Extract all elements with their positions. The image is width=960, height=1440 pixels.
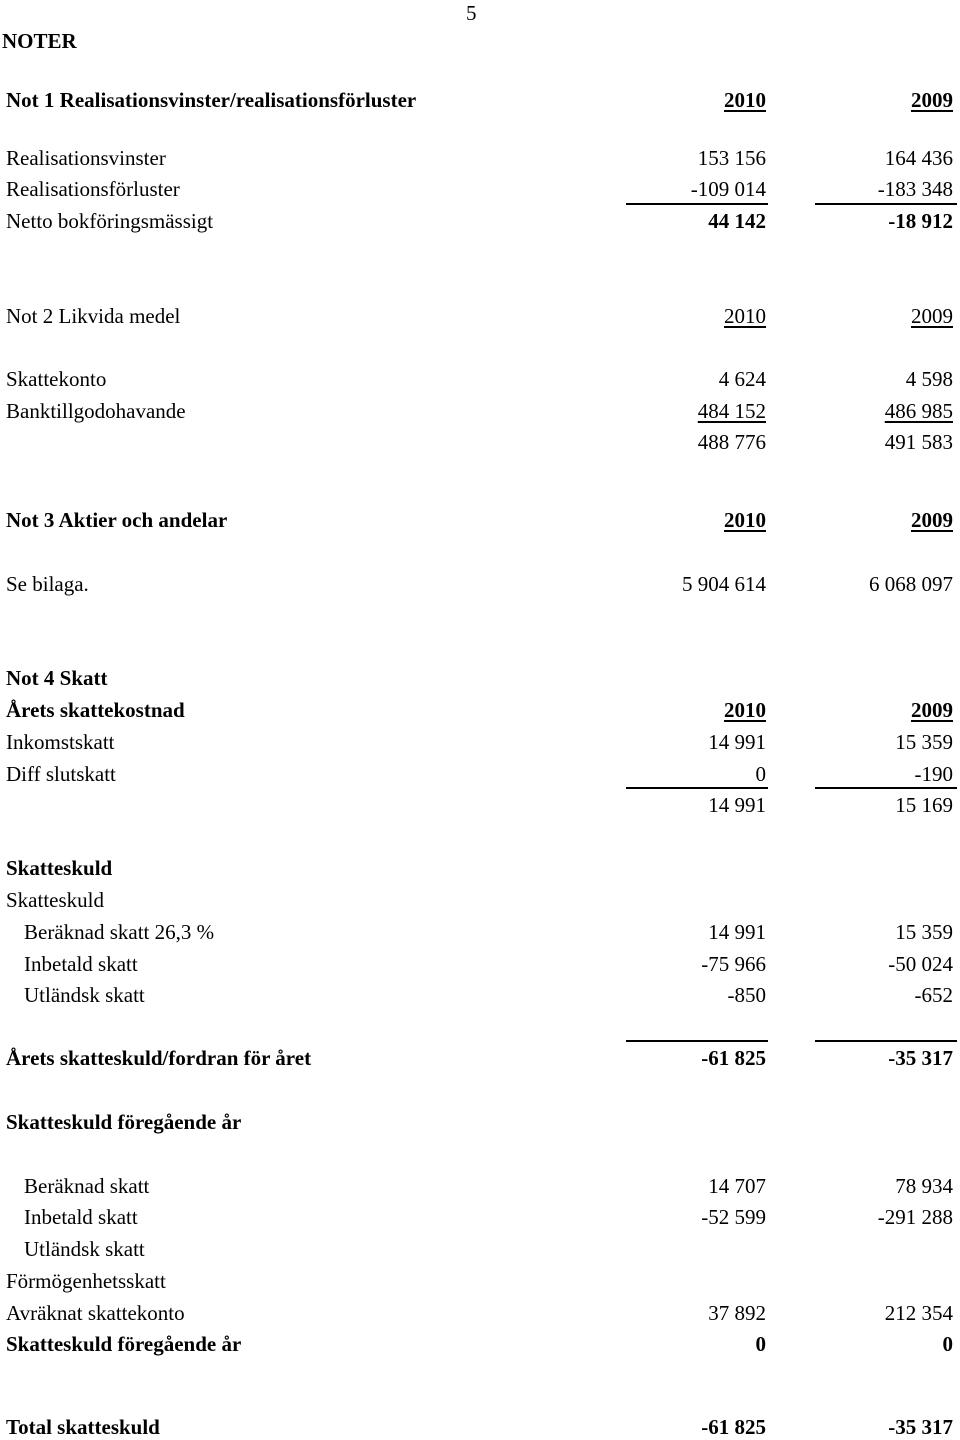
not1-row-value-2009: -183 348 xyxy=(877,177,953,201)
skatteskuld-heading: Skatteskuld xyxy=(6,856,113,880)
not2-row-label: Skattekonto xyxy=(6,367,107,391)
total-skatteskuld-label: Total skatteskuld xyxy=(6,1415,160,1439)
skatteskuld-row-value-2010: -75 966 xyxy=(701,952,766,976)
not4-row-value-2010: 14 991 xyxy=(708,730,766,754)
skatteskuld-row-value-2010: -850 xyxy=(727,983,766,1007)
not2-row-value-2010: 484 152 xyxy=(697,399,766,423)
foregaende-total-2009: 0 xyxy=(942,1332,953,1356)
not2-row-value-2010: 4 624 xyxy=(718,367,766,391)
sum-rule xyxy=(815,1040,957,1042)
not3-col-2010: 2010 xyxy=(724,508,766,532)
not4-row-value-2010: 0 xyxy=(755,762,766,786)
foregaende-row-value-2009: 78 934 xyxy=(895,1174,953,1198)
sum-rule xyxy=(626,203,768,205)
skatteskuld-row-value-2009: -50 024 xyxy=(888,952,953,976)
foregaende-total-2010: 0 xyxy=(755,1332,766,1356)
foregaende-row-label: Förmögenhetsskatt xyxy=(6,1269,166,1293)
foregaende-row-label: Utländsk skatt xyxy=(24,1237,145,1261)
skatteskuld-row-value-2009: -652 xyxy=(914,983,953,1007)
skatteskuld-row-label: Utländsk skatt xyxy=(24,983,145,1007)
skatteskuld-row-label: Beräknad skatt 26,3 % xyxy=(24,920,215,944)
not4-col-2009: 2009 xyxy=(911,698,953,722)
sum-rule xyxy=(815,787,957,789)
foregaende-total-label: Skatteskuld föregående år xyxy=(6,1332,242,1356)
foregaende-row-value-2009: -291 288 xyxy=(877,1205,953,1229)
not1-col-2010: 2010 xyxy=(724,88,766,112)
not4-row-label: Diff slutskatt xyxy=(6,762,116,786)
not3-row-value-2009: 6 068 097 xyxy=(869,572,953,596)
arets-skatteskuld-label: Årets skatteskuld/fordran för året xyxy=(6,1046,312,1070)
not1-row-value-2009: -18 912 xyxy=(888,209,953,233)
not4-total-2010: 14 991 xyxy=(708,793,766,817)
not1-heading: Not 1 Realisationsvinster/realisationsförluster xyxy=(6,88,417,112)
not2-col-2010: 2010 xyxy=(724,304,766,328)
not1-row-label: Netto bokföringsmässigt xyxy=(6,209,214,233)
not4-row-value-2009: -190 xyxy=(914,762,953,786)
foregaende-row-value-2010: 37 892 xyxy=(708,1301,766,1325)
not2-row-label: Banktillgodohavande xyxy=(6,399,186,423)
not4-row-label: Inkomstskatt xyxy=(6,730,115,754)
not1-row-value-2010: -109 014 xyxy=(690,177,766,201)
sum-rule xyxy=(815,203,957,205)
skatteskuld-row-value-2010: 14 991 xyxy=(708,920,766,944)
foregaende-row-label: Beräknad skatt xyxy=(24,1174,150,1198)
arets-skatteskuld-2009: -35 317 xyxy=(888,1046,953,1070)
not1-row-label: Realisationsvinster xyxy=(6,146,166,170)
foregaende-row-label: Inbetald skatt xyxy=(24,1205,138,1229)
not2-row-value-2009: 486 985 xyxy=(884,399,953,423)
not2-col-2009: 2009 xyxy=(911,304,953,328)
skatteskuld-label: Skatteskuld xyxy=(6,888,104,912)
not4-heading: Not 4 Skatt xyxy=(6,666,108,690)
arets-skatteskuld-2010: -61 825 xyxy=(701,1046,766,1070)
foregaende-row-value-2009: 212 354 xyxy=(884,1301,953,1325)
not2-total-2009: 491 583 xyxy=(884,430,953,454)
not4-total-2009: 15 169 xyxy=(895,793,953,817)
not4-subheading: Årets skattekostnad xyxy=(6,698,185,722)
not4-col-2010: 2010 xyxy=(724,698,766,722)
foregaende-heading: Skatteskuld föregående år xyxy=(6,1110,242,1134)
not3-row-value-2010: 5 904 614 xyxy=(682,572,766,596)
sum-rule xyxy=(626,787,768,789)
not3-row-label: Se bilaga. xyxy=(6,572,89,596)
not3-heading: Not 3 Aktier och andelar xyxy=(6,508,228,532)
page-number: 5 xyxy=(466,1,477,25)
foregaende-row-value-2010: 14 707 xyxy=(708,1174,766,1198)
foregaende-row-label: Avräknat skattekonto xyxy=(6,1301,185,1325)
not2-heading: Not 2 Likvida medel xyxy=(6,304,181,328)
not4-row-value-2009: 15 359 xyxy=(895,730,953,754)
not1-row-label: Realisationsförluster xyxy=(6,177,180,201)
total-skatteskuld-2009: -35 317 xyxy=(888,1415,953,1439)
total-skatteskuld-2010: -61 825 xyxy=(701,1415,766,1439)
not3-col-2009: 2009 xyxy=(911,508,953,532)
not1-row-value-2010: 153 156 xyxy=(697,146,766,170)
foregaende-row-value-2010: -52 599 xyxy=(701,1205,766,1229)
not1-row-value-2010: 44 142 xyxy=(708,209,766,233)
not2-total-2010: 488 776 xyxy=(697,430,766,454)
not2-row-value-2009: 4 598 xyxy=(905,367,953,391)
not1-col-2009: 2009 xyxy=(911,88,953,112)
not1-row-value-2009: 164 436 xyxy=(884,146,953,170)
skatteskuld-row-label: Inbetald skatt xyxy=(24,952,138,976)
sum-rule xyxy=(626,1040,768,1042)
skatteskuld-row-value-2009: 15 359 xyxy=(895,920,953,944)
page-title: NOTER xyxy=(2,29,77,53)
